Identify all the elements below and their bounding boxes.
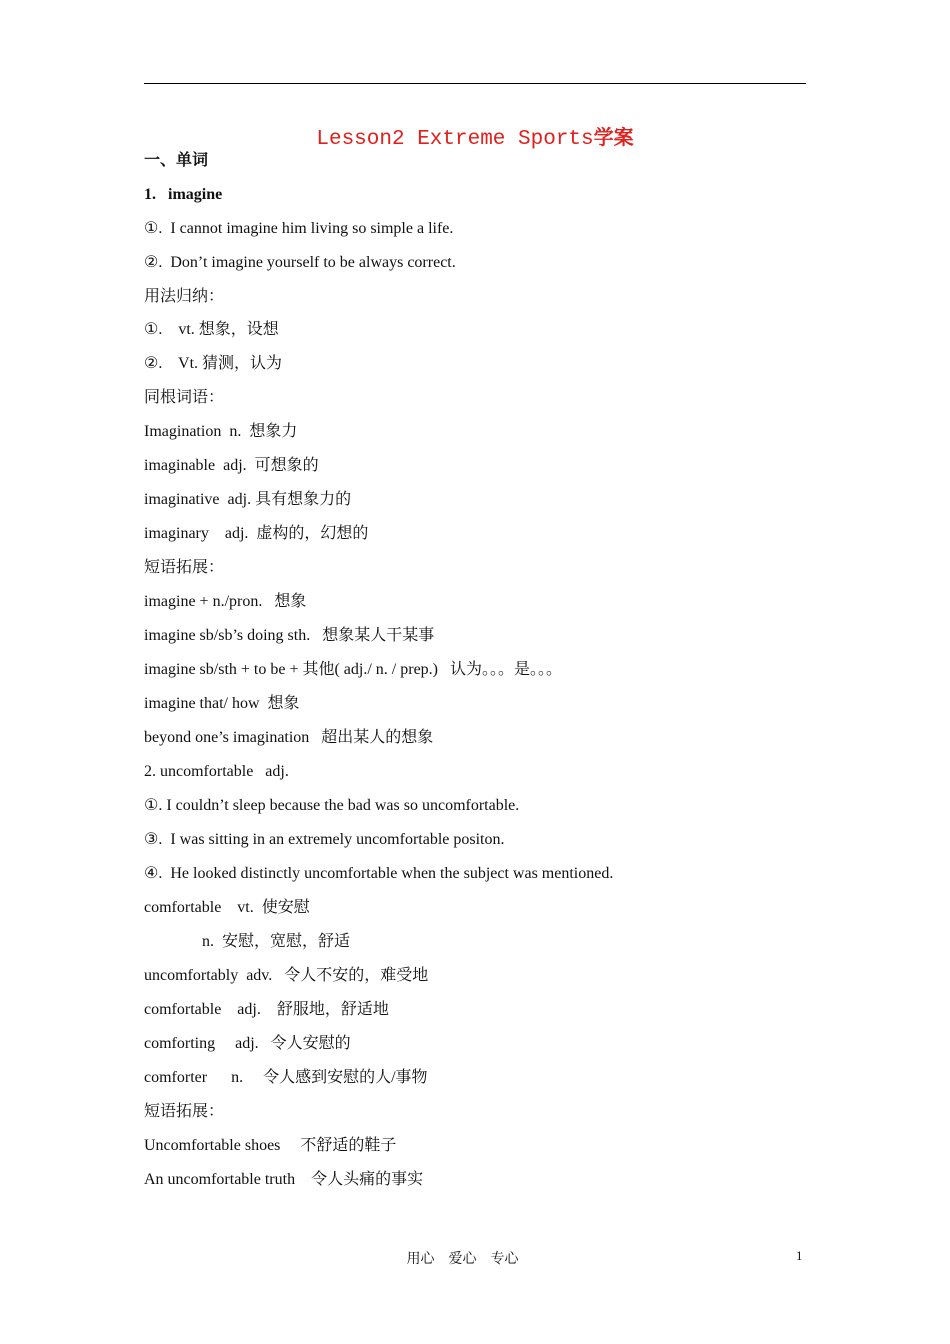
section-heading-vocabulary: 一、单词 bbox=[144, 152, 209, 169]
cognate-item: comfortable vt. 使安慰 bbox=[144, 899, 310, 916]
phrase-item: imagine sb/sb’s doing sth. 想象某人干某事 bbox=[144, 627, 435, 644]
example-sentence: ④. He looked distinctly uncomfortable when the subject was mentioned. bbox=[144, 865, 614, 882]
example-sentence: ③. I was sitting in an extremely uncomfortable positon. bbox=[144, 831, 505, 848]
cognate-item: comforting adj. 令人安慰的 bbox=[144, 1035, 351, 1052]
title-chinese: 学案 bbox=[593, 125, 634, 149]
cognate-item: Imagination n. 想象力 bbox=[144, 423, 298, 440]
cognate-item: comforter n. 令人感到安慰的人/事物 bbox=[144, 1069, 428, 1086]
example-sentence: ①. I couldn’t sleep because the bad was so uncomfortable. bbox=[144, 797, 520, 814]
phrases-heading: 短语拓展： bbox=[144, 559, 225, 576]
phrase-item: An uncomfortable truth 令人头痛的事实 bbox=[144, 1171, 424, 1188]
example-sentence: ②. Don’t imagine yourself to be always correct. bbox=[144, 254, 456, 271]
word-heading-imagine: 1. imagine bbox=[144, 186, 223, 203]
title-english: Lesson2 Extreme Sports bbox=[316, 128, 594, 151]
usage-item: ①. vt. 想象，设想 bbox=[144, 321, 279, 338]
phrase-item: imagine that/ how 想象 bbox=[144, 695, 300, 712]
word-heading-uncomfortable: 2. uncomfortable adj. bbox=[144, 763, 289, 780]
cognates-heading: 同根词语： bbox=[144, 389, 225, 406]
example-sentence: ①. I cannot imagine him living so simple a life. bbox=[144, 220, 454, 237]
usage-item: ②. Vt. 猜测，认为 bbox=[144, 355, 283, 372]
footer-motto: 用心 爱心 专心 bbox=[406, 1252, 519, 1267]
phrase-item: imagine + n./pron. 想象 bbox=[144, 593, 307, 610]
page-number: 1 bbox=[796, 1248, 803, 1263]
cognate-item: uncomfortably adv. 令人不安的，难受地 bbox=[144, 967, 429, 984]
phrase-item: imagine sb/sth + to be + 其他( adj./ n. / prep.) 认为。。。是。。。 bbox=[144, 661, 563, 678]
cognate-item: imaginary adj. 虚构的，幻想的 bbox=[144, 525, 369, 542]
header-rule bbox=[144, 83, 806, 84]
cognate-item: imaginative adj. 具有想象力的 bbox=[144, 491, 352, 508]
document-title bbox=[144, 122, 806, 155]
cognate-item: n. 安慰，宽慰，舒适 bbox=[202, 933, 351, 950]
phrase-item: beyond one’s imagination 超出某人的想象 bbox=[144, 729, 434, 746]
phrases-heading: 短语拓展： bbox=[144, 1103, 225, 1120]
usage-heading: 用法归纳： bbox=[144, 288, 225, 305]
cognate-item: imaginable adj. 可想象的 bbox=[144, 457, 319, 474]
phrase-item: Uncomfortable shoes 不舒适的鞋子 bbox=[144, 1137, 397, 1154]
cognate-item: comfortable adj. 舒服地，舒适地 bbox=[144, 1001, 389, 1018]
